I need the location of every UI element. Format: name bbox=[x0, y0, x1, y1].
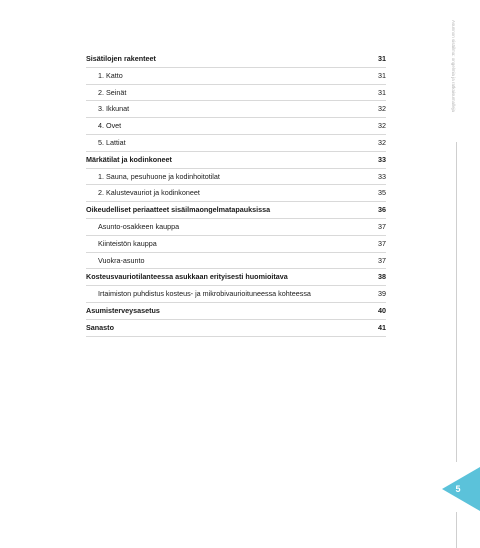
toc-subentry bbox=[86, 286, 386, 303]
toc-subentry bbox=[86, 101, 386, 118]
toc-section-entry bbox=[86, 269, 386, 286]
toc-entry-page: 41 bbox=[378, 322, 386, 332]
toc-entry-title: Oikeudelliset periaatteet sisäilmaongelmatapauksissa bbox=[86, 205, 271, 215]
running-title: Asunnon sisäilma: ongelmia ja ratkaisumalleja bbox=[451, 20, 456, 113]
side-divider-top bbox=[456, 142, 457, 462]
toc-subentry bbox=[86, 118, 386, 135]
toc-subentry bbox=[86, 135, 386, 152]
toc-entry-page: 35 bbox=[378, 188, 386, 198]
toc-entry-title: 1. Katto bbox=[98, 70, 123, 80]
toc-entry-page: 33 bbox=[378, 154, 386, 164]
toc-entry-title: Asunto-osakkeen kauppa bbox=[98, 221, 180, 231]
toc-subentry bbox=[86, 68, 386, 85]
toc-entry-title: Märkätilat ja kodinkoneet bbox=[86, 154, 172, 164]
toc-entry-page: 37 bbox=[378, 221, 386, 231]
toc-entry-page: 39 bbox=[378, 289, 386, 299]
table-of-contents bbox=[86, 51, 386, 337]
toc-subentry bbox=[86, 85, 386, 102]
toc-subentry bbox=[86, 236, 386, 253]
toc-entry-page: 31 bbox=[378, 87, 386, 97]
toc-entry-page: 32 bbox=[378, 137, 386, 147]
toc-entry-title: Irtaimiston puhdistus kosteus- ja mikrobivaurioituneessa kohteessa bbox=[98, 289, 311, 299]
toc-section-entry bbox=[86, 202, 386, 219]
toc-entry-page: 33 bbox=[378, 171, 386, 181]
toc-section-entry bbox=[86, 303, 386, 320]
page-number: 5 bbox=[455, 484, 461, 494]
toc-entry-title: 2. Seinät bbox=[98, 87, 127, 97]
toc-subentry bbox=[86, 219, 386, 236]
toc-entry-title: Sisätilojen rakenteet bbox=[86, 54, 156, 63]
toc-entry-title: 5. Lattiat bbox=[98, 137, 126, 147]
toc-entry-page: 37 bbox=[378, 255, 386, 265]
toc-entry-page: 37 bbox=[378, 238, 386, 248]
toc-entry-title: Sanasto bbox=[86, 322, 114, 332]
toc-entry-title: Kosteusvauriotilanteessa asukkaan erityisesti huomioitava bbox=[86, 272, 288, 282]
toc-entry-title: 4. Ovet bbox=[98, 121, 122, 131]
toc-entry-page: 36 bbox=[378, 205, 386, 215]
toc-entry-page: 32 bbox=[378, 104, 386, 114]
toc-subentry bbox=[86, 253, 386, 270]
toc-section-entry bbox=[86, 152, 386, 169]
toc-entry-title: 1. Sauna, pesuhuone ja kodinhoitotilat bbox=[98, 171, 220, 181]
toc-entry-title: Kiinteistön kauppa bbox=[98, 238, 157, 248]
toc-entry-page: 31 bbox=[378, 70, 386, 80]
toc-entry-page: 31 bbox=[378, 54, 386, 63]
toc-entry-page: 38 bbox=[378, 272, 386, 282]
toc-section-entry bbox=[86, 51, 386, 68]
side-divider-bottom bbox=[456, 512, 457, 548]
toc-subentry bbox=[86, 185, 386, 202]
toc-entry-title: Vuokra-asunto bbox=[98, 255, 145, 265]
toc-subentry bbox=[86, 169, 386, 186]
toc-entry-title: Asumisterveysasetus bbox=[86, 305, 160, 315]
toc-section-entry bbox=[86, 320, 386, 337]
toc-entry-title: 3. Ikkunat bbox=[98, 104, 130, 114]
toc-entry-page: 40 bbox=[378, 305, 386, 315]
toc-entry-title: 2. Kalustevauriot ja kodinkoneet bbox=[98, 188, 200, 198]
toc-entry-page: 32 bbox=[378, 121, 386, 131]
